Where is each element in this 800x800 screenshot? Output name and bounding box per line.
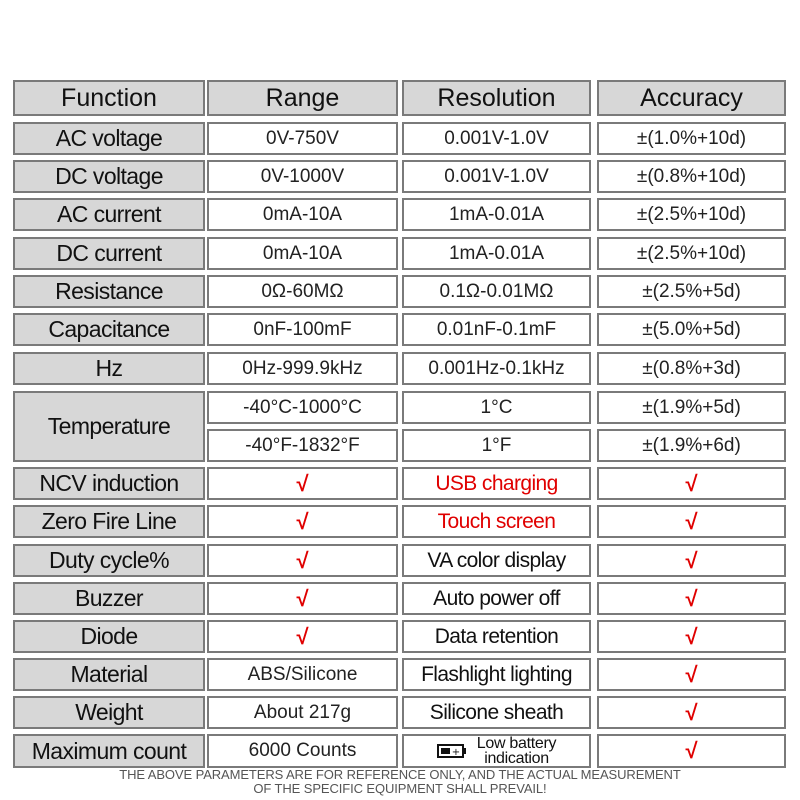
hz-accuracy [597,352,786,385]
temp-f-range-text: -40°F-1832°F [245,434,360,456]
feature-extra [402,467,591,500]
temp-c-resolution [402,391,591,424]
feature-extra [402,696,591,729]
check-mark-icon [207,620,398,653]
feature-name-text: Zero Fire Line [41,508,177,534]
feature-name [13,467,205,500]
row-resolution-text: 0.01nF-0.1mF [436,318,557,340]
feature-extra-text: Touch screen [437,509,556,533]
low-battery-cell [402,734,591,768]
check-mark-icon [597,696,786,729]
feature-extra [402,620,591,653]
check-mark-icon-text: √ [685,470,698,496]
temp-c-resolution-text: 1°C [480,396,513,418]
row-resolution-text: 0.1Ω-0.01MΩ [439,280,554,302]
feature-name [13,620,205,653]
check-mark-icon-text: √ [296,547,309,573]
feature-extra [402,582,591,615]
feature-extra-text: Data retention [434,624,559,648]
row-resolution-text: 1mA-0.01A [448,203,545,225]
check-mark-icon [597,658,786,691]
check-mark-icon-text: √ [296,470,309,496]
feature-value-text: About 217g [253,701,352,723]
hz-resolution-text: 0.001Hz-0.1kHz [428,357,565,379]
feature-name-text: Weight [75,699,143,725]
check-mark-icon [207,505,398,538]
check-mark-icon-text: √ [296,623,309,649]
header-range [207,80,398,116]
low-battery-line-2: indication [484,750,549,767]
feature-name [13,505,205,538]
check-mark-icon-text: √ [685,585,698,611]
row-resolution [402,122,591,155]
low-battery-text [477,736,556,766]
row-range [207,237,398,270]
svg-text:+: + [451,747,460,758]
check-mark-icon-text: √ [685,623,698,649]
header-accuracy-text: Accuracy [640,83,743,112]
feature-name-text: Diode [80,623,138,649]
header-resolution-text: Resolution [437,83,556,112]
feature-extra-text: Auto power off [433,586,560,610]
row-range [207,122,398,155]
check-mark-icon [207,544,398,577]
row-function-text: Resistance [55,278,163,304]
check-mark-icon [597,467,786,500]
row-range-text: 0V-1000V [260,165,345,187]
low-battery-line-1: Low battery [476,735,557,752]
row-range-text: 0V-750V [266,127,339,149]
check-mark-icon [597,544,786,577]
row-range-text: 0mA-10A [262,203,343,225]
check-mark-icon-text: √ [685,547,698,573]
battery-icon [437,743,467,759]
row-resolution [402,160,591,193]
check-mark-icon-text: √ [685,508,698,534]
row-accuracy [597,237,786,270]
row-resolution [402,198,591,231]
disclaimer-line-1: THE ABOVE PARAMETERS ARE FOR REFERENCE ONLY, AND THE ACTUAL MEASUREMENT [119,767,681,782]
hz-resolution [402,352,591,385]
row-accuracy-text: ±(5.0%+5d) [642,318,741,340]
check-mark-icon [207,582,398,615]
feature-name-text: Buzzer [75,585,143,611]
temp-f-accuracy-text: ±(1.9%+6d) [642,434,741,456]
feature-name-text: Material [70,661,148,687]
feature-extra [402,544,591,577]
row-function-text: AC current [57,201,161,227]
row-resolution [402,313,591,346]
disclaimer [0,768,800,796]
row-resolution-text: 0.001V-1.0V [444,127,549,149]
hz-function [13,352,205,385]
check-mark-icon-text: √ [296,508,309,534]
feature-extra-text: VA color display [427,548,566,572]
row-range-text: 0nF-100mF [253,318,352,340]
max-count-label [13,734,205,768]
check-mark-icon [597,505,786,538]
row-accuracy [597,198,786,231]
row-function-text: AC voltage [55,125,163,151]
feature-name [13,582,205,615]
check-mark-icon-text: √ [685,661,698,687]
feature-extra-text: Flashlight lighting [421,662,572,686]
feature-name-text: NCV induction [39,470,179,496]
feature-name [13,544,205,577]
feature-extra-text: USB charging [435,471,558,495]
feature-name [13,696,205,729]
low-battery [437,736,556,766]
temp-f-resolution [402,429,591,462]
check-mark-icon [597,620,786,653]
row-range [207,198,398,231]
max-count-value [207,734,398,768]
check-mark-icon [597,734,786,768]
temp-c-range [207,391,398,424]
check-mark-icon-text: √ [685,699,698,725]
header-function-text: Function [61,83,157,112]
row-resolution [402,237,591,270]
row-function [13,237,205,270]
temp-f-resolution-text: 1°F [481,434,512,456]
row-accuracy-text: ±(0.8%+10d) [636,165,747,187]
check-mark-icon [597,582,786,615]
header-resolution [402,80,591,116]
row-function [13,122,205,155]
hz-function-text: Hz [95,355,123,381]
row-accuracy-text: ±(2.5%+10d) [636,242,747,264]
row-range-text: 0mA-10A [262,242,343,264]
feature-extra-text: Silicone sheath [429,700,564,724]
temp-c-accuracy [597,391,786,424]
hz-accuracy-text: ±(0.8%+3d) [642,357,741,379]
row-function-text: Capacitance [48,316,170,342]
disclaimer-line-2: OF THE SPECIFIC EQUIPMENT SHALL PREVAIL! [253,781,547,796]
row-accuracy-text: ±(2.5%+5d) [642,280,741,302]
hz-range-text: 0Hz-999.9kHz [242,357,363,379]
row-function [13,313,205,346]
temperature-function-text: Temperature [47,413,171,439]
row-range [207,160,398,193]
feature-extra [402,658,591,691]
row-accuracy [597,275,786,308]
max-count-value-text: 6000 Counts [248,740,357,761]
feature-value [207,696,398,729]
row-resolution-text: 1mA-0.01A [448,242,545,264]
feature-name [13,658,205,691]
feature-value-text: ABS/Silicone [247,663,358,685]
row-function [13,160,205,193]
temp-f-range [207,429,398,462]
row-accuracy-text: ±(2.5%+10d) [636,203,747,225]
check-mark-icon-text: √ [685,738,698,763]
row-range [207,275,398,308]
row-function [13,275,205,308]
row-accuracy [597,160,786,193]
row-resolution [402,275,591,308]
feature-extra [402,505,591,538]
row-range [207,313,398,346]
check-mark-icon [207,467,398,500]
temp-f-accuracy [597,429,786,462]
header-range-text: Range [265,83,340,112]
row-function-text: DC current [56,240,162,266]
temp-c-accuracy-text: ±(1.9%+5d) [642,396,741,418]
row-resolution-text: 0.001V-1.0V [444,165,549,187]
row-range-text: 0Ω-60MΩ [261,280,344,302]
max-count-label-text: Maximum count [31,737,187,764]
row-function-text: DC voltage [55,163,163,189]
temp-c-range-text: -40°C-1000°C [243,396,362,418]
row-accuracy [597,122,786,155]
row-accuracy-text: ±(1.0%+10d) [636,127,747,149]
header-accuracy [597,80,786,116]
row-accuracy [597,313,786,346]
row-function [13,198,205,231]
check-mark-icon-text: √ [296,585,309,611]
hz-range [207,352,398,385]
feature-name-text: Duty cycle% [49,547,169,573]
feature-value [207,658,398,691]
header-function [13,80,205,116]
temperature-function [13,391,205,462]
